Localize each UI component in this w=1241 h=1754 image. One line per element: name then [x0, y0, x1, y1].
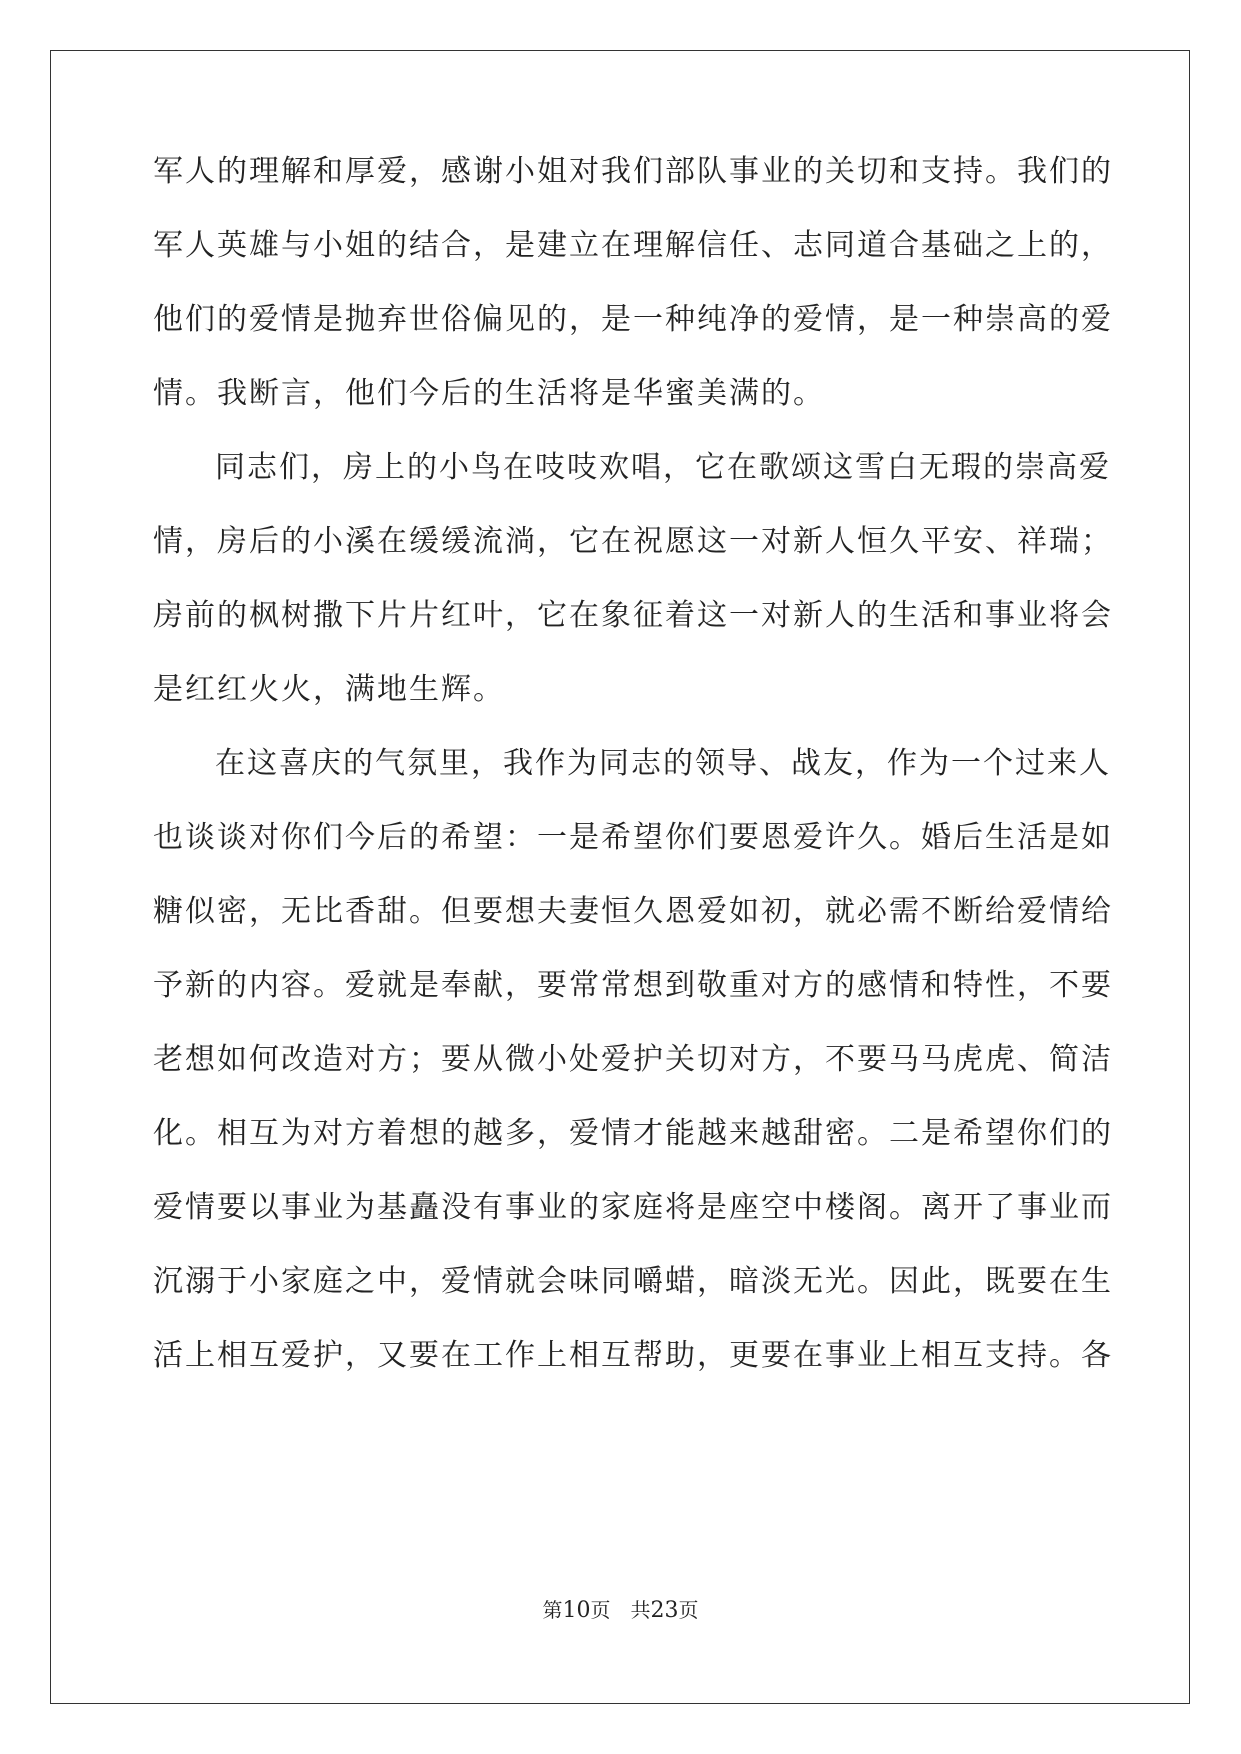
footer-suffix: 页 — [678, 1598, 699, 1622]
body-line-13: 老想如何改造对方；要从微小处爱护关切对方，不要马马虎虎、简洁 — [153, 1042, 1113, 1077]
body-line-16: 沉溺于小家庭之中，爱情就会味同嚼蜡，暗淡无光。因此，既要在生 — [153, 1264, 1113, 1299]
page-footer — [0, 1594, 1241, 1623]
body-line-6: 情，房后的小溪在缓缓流淌，它在祝愿这一对新人恒久平安、祥瑞； — [153, 524, 1113, 559]
body-line-7: 房前的枫树撒下片片红叶，它在象征着这一对新人的生活和事业将会 — [153, 598, 1113, 633]
body-line-17: 活上相互爱护，又要在工作上相互帮助，更要在事业上相互支持。各 — [153, 1338, 1113, 1373]
body-line-2: 军人英雄与小姐的结合，是建立在理解信任、志同道合基础之上的， — [153, 228, 1113, 263]
body-line-3: 他们的爱情是抛弃世俗偏见的，是一种纯净的爱情，是一种崇高的爱 — [153, 302, 1113, 337]
footer-prefix: 第 — [542, 1598, 563, 1622]
body-line-14: 化。相互为对方着想的越多，爱情才能越来越甜密。二是希望你们的 — [153, 1116, 1113, 1151]
body-line-8: 是红红火火，满地生辉。 — [153, 672, 505, 707]
body-line-5: 同志们，房上的小鸟在吱吱欢唱，它在歌颂这雪白无瑕的崇高爱 — [215, 450, 1111, 485]
body-line-4: 情。我断言，他们今后的生活将是华蜜美满的。 — [153, 376, 825, 411]
body-line-11: 糖似密，无比香甜。但要想夫妻恒久恩爱如初，就必需不断给爱情给 — [153, 894, 1113, 929]
footer-mid: 页 共 — [590, 1598, 651, 1622]
body-line-12: 予新的内容。爱就是奉献，要常常想到敬重对方的感情和特性，不要 — [153, 968, 1113, 1003]
total-page-number: 23 — [650, 1598, 679, 1623]
body-line-1: 军人的理解和厚爱，感谢小姐对我们部队事业的关切和支持。我们的 — [153, 154, 1113, 189]
body-line-9: 在这喜庆的气氛里，我作为同志的领导、战友，作为一个过来人 — [215, 746, 1111, 781]
body-line-10: 也谈谈对你们今后的希望：一是希望你们要恩爱许久。婚后生活是如 — [153, 820, 1113, 855]
body-line-15: 爱情要以事业为基矗没有事业的家庭将是座空中楼阁。离开了事业而 — [153, 1190, 1113, 1225]
current-page-number: 10 — [562, 1598, 591, 1623]
